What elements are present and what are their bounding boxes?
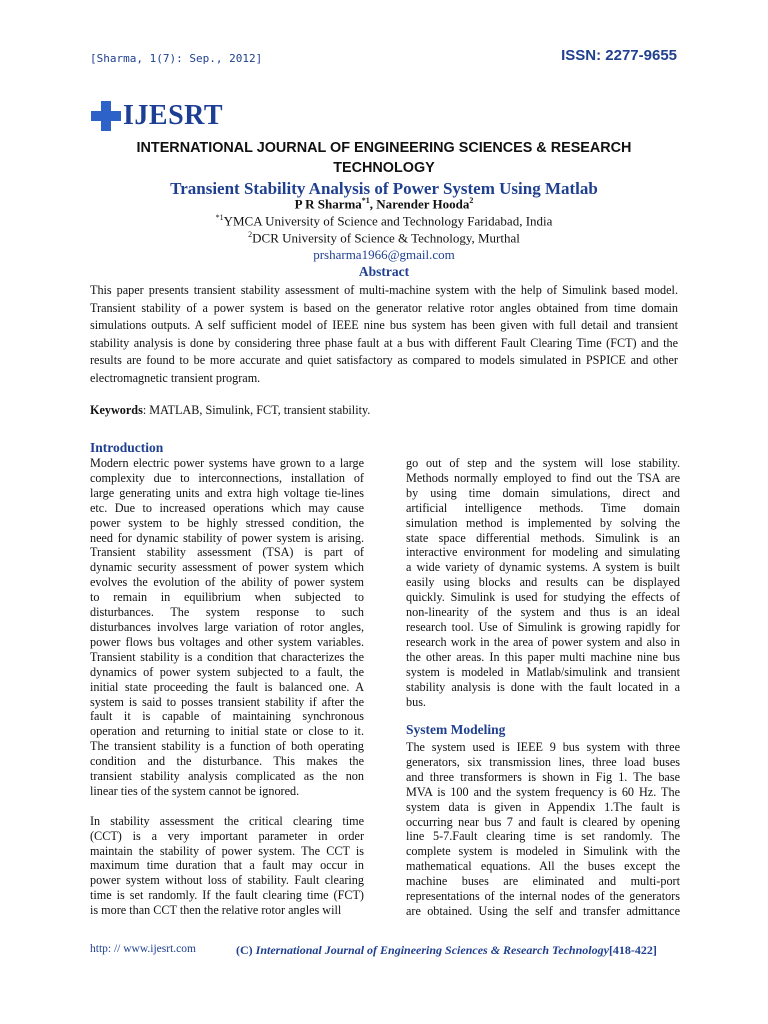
text-line: bus. xyxy=(406,694,426,709)
text-line: (CCT) is a very important parameter in order xyxy=(90,828,364,843)
text-line: representations of the internal nodes of the generators xyxy=(406,889,680,904)
author-email-link[interactable]: prsharma1966@gmail.com xyxy=(313,247,455,262)
system-modeling-body xyxy=(406,740,680,919)
footer-copyright xyxy=(236,943,657,958)
text-line: occurring near bus 7 and fault is cleared by opening xyxy=(406,814,680,829)
system-modeling-heading: System Modeling xyxy=(406,722,506,737)
text-line: and three transformers is shown in Fig 1. The base xyxy=(406,769,680,784)
author-1: P R Sharma xyxy=(294,196,362,212)
text-line: interactive environment for modeling and simulating xyxy=(406,545,680,560)
author-separator: , xyxy=(369,196,377,212)
abstract-line: This paper presents transient stability assessment of multi-machine system with the help of Simulink based model. xyxy=(90,283,678,297)
text-line: quickly. Simulink is used for studying the effects of xyxy=(406,590,680,605)
header-issn: ISSN: 2277-9655 xyxy=(561,47,677,64)
affiliation-2-text: DCR University of Science & Technology, Murthal xyxy=(252,230,520,246)
affiliation-2-sup: 2 xyxy=(248,230,253,239)
affiliation-1-sup: *1 xyxy=(215,213,224,222)
logo-text: IJESRT xyxy=(123,100,224,131)
abstract-line: Transient stability of a power system is based on the generator relative rotor angles obtained from time domain xyxy=(90,300,678,315)
text-line: system is said to posses transient stability if after the xyxy=(90,694,364,709)
text-line: non-linearity of the system and thus is an ideal xyxy=(406,605,680,620)
text-line: dynamics of power system subjected to a fault, the xyxy=(90,664,364,679)
text-line: easily using blocks and results can be displayed xyxy=(406,575,680,590)
affiliation-1 xyxy=(90,213,678,229)
text-line: machine buses are eliminated and multi-port xyxy=(406,874,680,889)
text-line: are obtained. Using the self and transfer admittance xyxy=(406,903,680,918)
paper-authors xyxy=(90,196,678,212)
affiliation-1-text: YMCA University of Science and Technology Faridabad, India xyxy=(223,213,553,229)
keywords-text: : MATLAB, Simulink, FCT, transient stability. xyxy=(142,403,371,417)
text-line: system is modeled in Matlab/simulink and transient xyxy=(406,664,680,679)
text-line: complexity due to interconnections, installation of xyxy=(90,470,364,485)
abstract-line: results are found to be more accurate and quiet satisfactory as compared to models simulated in PSPICE and other xyxy=(90,353,678,368)
text-line: artificial intelligence methods. Time domain xyxy=(406,500,680,515)
abstract-body xyxy=(90,282,678,388)
introduction-right-column xyxy=(406,456,680,709)
footer-pages: [418-422] xyxy=(608,943,657,957)
keywords-label: Keywords xyxy=(90,403,143,417)
author-2-sup: 2 xyxy=(469,196,474,205)
text-line: is more than CCT then the relative rotor angles will xyxy=(90,903,342,918)
text-line: by using time domain simulations, direct and xyxy=(406,485,680,500)
text-line: initial state proceeding the fault is balanced one. A xyxy=(90,679,364,694)
text-line: condition and the disturbance. This makes the xyxy=(90,754,364,769)
journal-name-line1: INTERNATIONAL JOURNAL OF ENGINEERING SCIENCES & RESEARCH xyxy=(136,140,632,156)
text-line: research work in the area of power system and also in xyxy=(406,634,680,649)
footer-journal-name: International Journal of Engineering Sciences & Research Technology xyxy=(255,943,609,957)
text-line: system data is given in Appendix 1.The fault is xyxy=(406,799,680,814)
plus-cross-icon xyxy=(91,101,121,131)
footer-copyright-prefix: (C) xyxy=(236,943,256,957)
text-line: simulation method is implemented by solving the xyxy=(406,515,680,530)
text-line: In stability assessment the critical clearing time xyxy=(90,813,364,828)
text-line: power flows bus voltages and other system variables. xyxy=(90,634,364,649)
text-line: a wide variety of dynamic systems. A system is built xyxy=(406,560,680,575)
text-line: line 5-7.Fault clearing time is set randomly. The xyxy=(406,829,680,844)
text-line: Methods normally employed to find out the TSA are xyxy=(406,470,680,485)
text-line: Transient stability is a condition that characterizes the xyxy=(90,649,364,664)
text-line: time is set randomly. If the fault clearing time (FCT) xyxy=(90,888,364,903)
journal-name-line2: TECHNOLOGY xyxy=(333,160,435,176)
journal-name xyxy=(90,138,678,178)
footer-url-link[interactable]: http: // www.ijesrt.com xyxy=(90,943,196,955)
keywords xyxy=(90,403,370,418)
text-line: fault it is capable of maintaining synchronous xyxy=(90,709,364,724)
introduction-heading: Introduction xyxy=(90,440,164,455)
paper-title: Transient Stability Analysis of Power System Using Matlab xyxy=(170,179,598,198)
text-line: The transient stability is a function of both operating xyxy=(90,739,364,754)
text-line: state space differential methods. Simulink is an xyxy=(406,530,680,545)
text-line: large generating units and extra high voltage tie-lines xyxy=(90,485,364,500)
text-line: operation and returning to initial state or close to it. xyxy=(90,724,364,739)
affiliation-2 xyxy=(90,230,678,246)
introduction-left-column xyxy=(90,456,364,918)
text-line: dynamic security assessment of power system which xyxy=(90,560,364,575)
text-line: research tool. Use of Simulink is growing rapidly for xyxy=(406,619,680,634)
text-line: etc. Due to increased operations which may cause xyxy=(90,500,364,515)
text-line: to remain in equilibrium when subjected to xyxy=(90,590,364,605)
text-line: go out of step and the system will lose stability. xyxy=(406,456,680,470)
text-line: disturbances involves large variation of rotor angles, xyxy=(90,619,364,634)
abstract-line: simulations outputs. A self sufficient model of IEEE nine bus system has been given with full detail and transient xyxy=(90,318,678,333)
text-line: need for dynamic stability of power system is arising. xyxy=(90,530,364,545)
text-line: power system without loss of stability. Fault clearing xyxy=(90,873,364,888)
text-line: transient stability analysis complicated as the non xyxy=(90,769,364,784)
text-line: linear ties of the system cannot be ignored. xyxy=(90,783,300,798)
text-line: maintain the stability of power system. The CCT is xyxy=(90,843,364,858)
author-1-sup: *1 xyxy=(361,196,370,205)
author-2: Narender Hooda xyxy=(376,196,470,212)
text-line: evolves the evolution of the ability of power system xyxy=(90,575,364,590)
paragraph-gap xyxy=(90,799,364,814)
abstract-line: stability analysis is done by considering three phase fault at a bus with different Fault Clearing Time (FCT) and the xyxy=(90,335,678,350)
text-line: power system to be highly stressed condition, the xyxy=(90,515,364,530)
abstract-heading: Abstract xyxy=(358,264,410,279)
text-line: Modern electric power systems have grown to a large xyxy=(90,456,364,470)
text-line: disturbances. The system response to such xyxy=(90,605,364,620)
abstract-line: electromagnetic transient program. xyxy=(90,370,261,385)
journal-logo xyxy=(91,96,223,136)
text-line: generators, six transmission lines, three load buses xyxy=(406,754,680,769)
text-line: complete system is modeled in Simulink with the xyxy=(406,844,680,859)
text-line: The system used is IEEE 9 bus system with three xyxy=(406,740,680,754)
text-line: mathematical equations. All the buses except the xyxy=(406,859,680,874)
text-line: maximum time duration that a fault may occur in xyxy=(90,858,364,873)
text-line: MVA is 100 and the system frequency is 60 Hz. The xyxy=(406,784,680,799)
text-line: Transient stability assessment (TSA) is part of xyxy=(90,545,364,560)
header-citation: [Sharma, 1(7): Sep., 2012] xyxy=(90,52,263,65)
text-line: stability analysis is done with the fault located in a xyxy=(406,679,680,694)
text-line: the other areas. In this paper multi machine nine bus xyxy=(406,649,680,664)
